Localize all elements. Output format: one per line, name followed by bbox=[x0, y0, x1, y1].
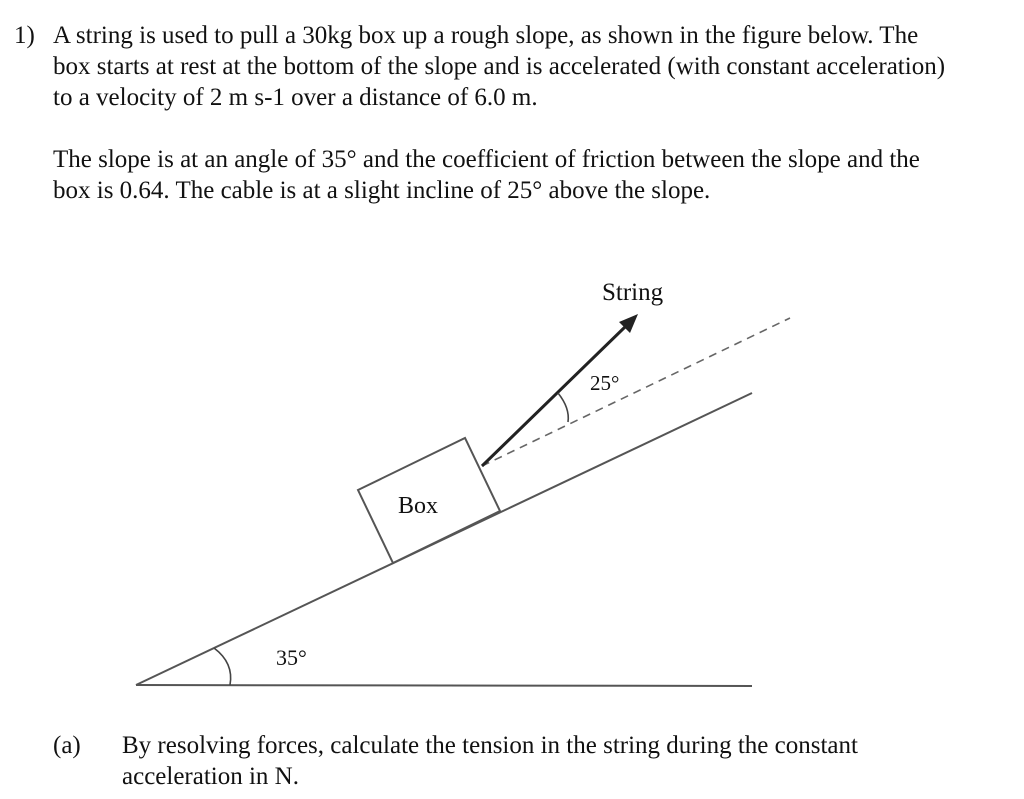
question-number: 1) bbox=[14, 22, 35, 49]
slope-angle-label: 35° bbox=[276, 645, 307, 670]
part-a-question bbox=[122, 730, 858, 792]
part-a-label: (a) bbox=[53, 732, 81, 759]
part-a-line: By resolving forces, calculate the tension in the string during the constant bbox=[122, 732, 858, 759]
detail-line: The slope is at an angle of 35° and the coefficient of friction between the slope and the bbox=[53, 146, 920, 173]
string-label: String bbox=[602, 279, 664, 306]
string-angle-label: 25° bbox=[590, 371, 620, 395]
ground-line bbox=[136, 685, 752, 686]
detail-line: box is 0.64. The cable is at a slight incline of 25° above the slope. bbox=[53, 177, 711, 204]
intro-line: to a velocity of 2 m s-1 over a distance of 6.0 m. bbox=[53, 84, 538, 111]
slope-angle-arc bbox=[214, 648, 231, 685]
part-a-line: acceleration in N. bbox=[122, 763, 299, 790]
string-angle-arc bbox=[558, 393, 568, 422]
intro-line: box starts at rest at the bottom of the slope and is accelerated (with constant acceleration) bbox=[53, 53, 946, 80]
intro-line: A string is used to pull a 30kg box up a rough slope, as shown in the figure below. The bbox=[53, 22, 919, 49]
string-line bbox=[482, 326, 626, 466]
box-label: Box bbox=[398, 493, 439, 519]
slope-reference-dashed-line bbox=[482, 318, 790, 466]
